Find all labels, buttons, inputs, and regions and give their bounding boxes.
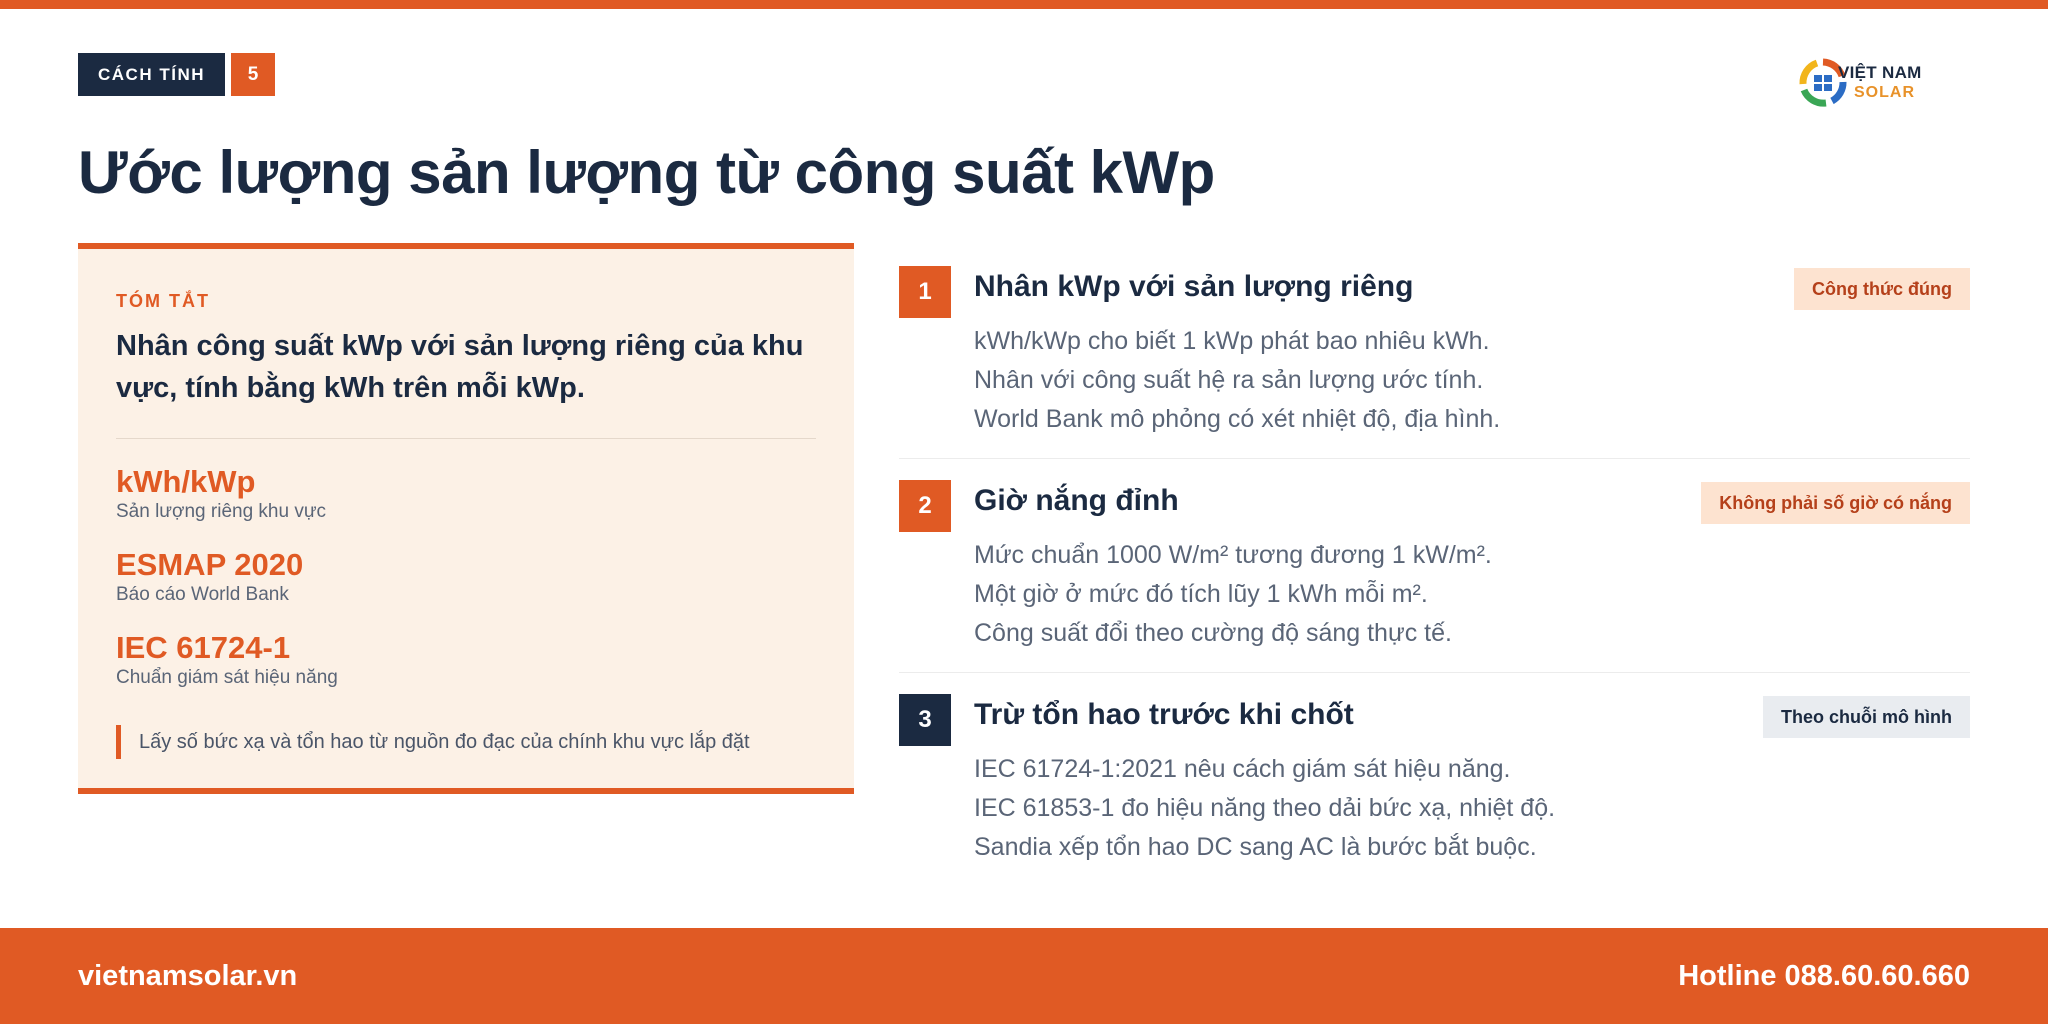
brand-logo: [1796, 56, 1946, 110]
step-description: [974, 536, 1492, 653]
summary-label: TÓM TẮT: [116, 291, 210, 311]
stat-value: IEC 61724-1: [116, 630, 291, 665]
footer-hotline: Hotline 088.60.60.660: [1678, 959, 1970, 992]
stat-item: [116, 547, 303, 607]
logo-line1: VIỆT NAM: [1838, 63, 1922, 82]
step-line: World Bank mô phỏng có xét nhiệt độ, địa hình.: [974, 405, 1501, 433]
step-line: Nhân với công suất hệ ra sản lượng ước tính.: [974, 366, 1484, 394]
stat-item: [116, 630, 338, 690]
step-badge: Theo chuỗi mô hình: [1763, 696, 1970, 738]
step-number: 3: [899, 694, 951, 746]
section-tag-number: 5: [231, 53, 275, 96]
brand-logo-text: [1838, 63, 1922, 103]
stat-description: Chuẩn giám sát hiệu năng: [116, 667, 338, 688]
summary-note: Lấy số bức xạ và tổn hao từ nguồn đo đạc của chính khu vực lắp đặt: [116, 725, 750, 759]
top-accent-bar: [0, 0, 2048, 9]
step-line: Một giờ ở mức đó tích lũy 1 kWh mỗi m².: [974, 580, 1428, 608]
step-line: Mức chuẩn 1000 W/m² tương đương 1 kW/m².: [974, 541, 1492, 569]
step-title: Nhân kWp với sản lượng riêng: [974, 270, 1414, 303]
step-line: IEC 61853-1 đo hiệu năng theo dải bức xạ, nhiệt độ.: [974, 794, 1556, 822]
stat-description: Báo cáo World Bank: [116, 584, 289, 605]
stat-item: [116, 464, 326, 524]
section-tag-label: CÁCH TÍNH: [78, 53, 225, 96]
stat-value: kWh/kWp: [116, 464, 256, 499]
stat-value: ESMAP 2020: [116, 547, 304, 582]
summary-card: [78, 243, 854, 794]
step-badge: Công thức đúng: [1794, 268, 1970, 310]
step-title: Giờ nắng đỉnh: [974, 484, 1179, 517]
step-divider: [899, 672, 1970, 673]
footer-website: vietnamsolar.vn: [78, 959, 298, 992]
stat-description: Sản lượng riêng khu vực: [116, 501, 327, 522]
step-badge: Không phải số giờ có nắng: [1701, 482, 1970, 524]
summary-text: Nhân công suất kWp với sản lượng riêng của khu vực, tính bằng kWh trên mỗi kWp.: [116, 330, 804, 404]
step-number: 2: [899, 480, 951, 532]
step-line: Sandia xếp tổn hao DC sang AC là bước bắt buộc.: [974, 833, 1537, 861]
step-line: IEC 61724-1:2021 nêu cách giám sát hiệu năng.: [974, 755, 1511, 783]
logo-line2: SOLAR: [1854, 84, 1915, 101]
step-line: Công suất đổi theo cường độ sáng thực tế.: [974, 619, 1452, 647]
step-title: Trừ tổn hao trước khi chốt: [974, 698, 1354, 731]
step-line: kWh/kWp cho biết 1 kWp phát bao nhiêu kWh.: [974, 327, 1490, 355]
step-description: [974, 322, 1500, 439]
step-divider: [899, 458, 1970, 459]
page-title: Ước lượng sản lượng từ công suất kWp: [78, 139, 1215, 206]
section-tag: [78, 53, 275, 96]
step-description: [974, 750, 1555, 867]
step-number: 1: [899, 266, 951, 318]
summary-divider: [116, 438, 816, 439]
footer-bar: [0, 928, 2048, 1024]
